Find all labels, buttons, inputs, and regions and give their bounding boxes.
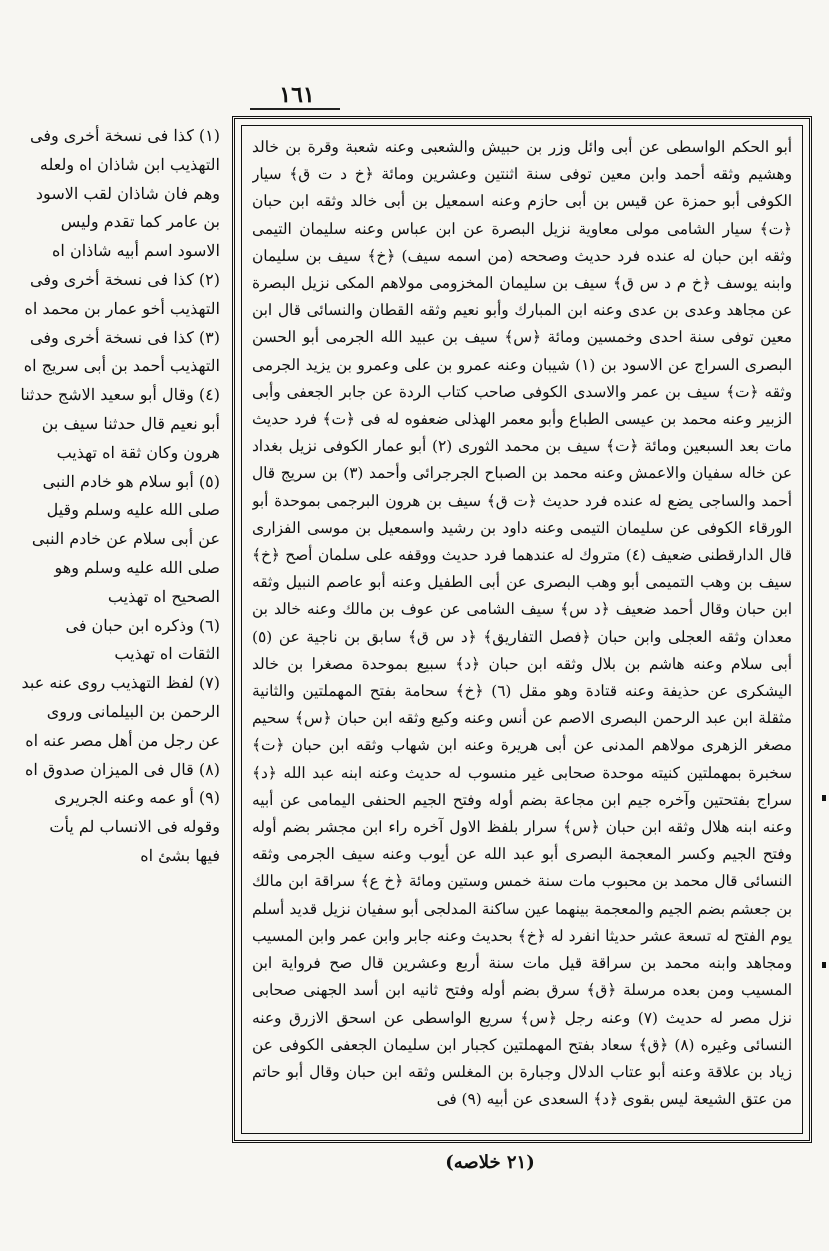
footnote-9: (٩) أو عمه وعنه الجريرى وقوله فى الانساب لم يأت فيها بشئ اه — [49, 788, 220, 865]
page-number: ١٦١ — [279, 82, 315, 108]
footnote-8: (٨) قال فى الميزان صدوق اه — [24, 759, 220, 779]
footnote-6: (٦) وذكره ابن حبان فى الثقات اه تهذيب — [65, 615, 220, 664]
page-number-rule — [250, 108, 340, 110]
footnotes-column — [20, 122, 220, 1122]
main-text — [252, 134, 792, 1125]
main-text-frame — [232, 116, 812, 1143]
footnote-3: (٣) كذا فى نسخة أخرى وفى التهذيب أحمد بن أبى سريج اه — [23, 327, 220, 376]
signature-mark: (٢١ خلاصه) — [445, 1152, 535, 1173]
footnote-7: (٧) لفظ التهذيب روى عنه عبد الرحمن بن البيلمانى وروى عن رجل من أهل مصر عنه اه — [21, 673, 220, 750]
edge-mark-bottom — [822, 962, 826, 968]
footnote-1: (١) كذا فى نسخة أخرى وفى التهذيب ابن شاذان اه ولعله وهم فان شاذان لقب الاسود بن عامر كما تقدم وليس الاسود اسم أبيه شاذان اه — [30, 126, 220, 261]
main-text-body: أبو الحكم الواسطى عن أبى وائل وزر بن حبيش والشعبى وعنه شعبة وقرة بن خالد وهشيم وثقه أحمد وابن معين توفى سنة اثنتين وعشرين ومائة ﴿خ د ت ق﴾ سيار الكوفى أبو حمزة عن قيس بن أبى حازم وعنه اسمعيل بن أبى خالد وثقه ابن حبان ﴿ت﴾ سيار الشامى مولى معاوية نزيل البصرة عن ابن عباس وعنه سليمان التيمى وثقه ابن حبان له عنده فرد حديث وصححه (من اسمه سيف) ﴿خ﴾ سيف بن سليمان وابنه يوسف ﴿خ م د س ق﴾ سيف بن سليمان المخزومى مولاهم المكى نزيل البصرة عن مجاهد وعدى بن عدى وعنه ابن المبارك وأبو نعيم وثقه القطان والنسائى قال ابن معين توفى سنة احدى وخمسين ومائة ﴿س﴾ سيف بن عبيد الله الجرمى أبو الحسن البصرى السراج عن الاسود بن (١) شيبان وعنه عمرو بن على وعمرو بن يزيد الجرمى وثقه ﴿ت﴾ سيف بن عمر والاسدى الكوفى صاحب كتاب الردة عن جابر الجعفى وأبى الزبير وعنه محمد بن عيسى الطباع وأبو معمر الهذلى ضعفوه له فى ﴿ت﴾ فرد حديث مات بعد السبعين ومائة ﴿ت﴾ سيف بن محمد الثورى (٢) أبو عمار الكوفى نزيل بغداد عن خاله سفيان والاعمش وعنه محمد بن الصباح الجرجرائى وأحمد (٣) بن سريج قال أحمد والساجى يضع له عنده فرد حديث ﴿ت ق﴾ سيف بن هرون البرجمى بموحدة أبو الورقاء الكوفى عن سليمان التيمى وعنه داود بن رشيد واسمعيل بن موسى الفزارى قال الدارقطنى ضعيف (٤) متروك له عندهما فرد حديث ووقفه على سلمان أصح ﴿خ﴾ سيف بن وهب التميمى أبو وهب البصرى عن أبى الطفيل وعنه أبو عاصم النبيل وثقه ابن حبان وقال أحمد ضعيف ﴿د س﴾ سيف الشامى عن عوف بن مالك وعنه خالد بن معدان وثقه العجلى وابن حبان ﴿فصل التفاريق﴾ ﴿د س ق﴾ سابق بن ناجية عن (٥) أبى سلام وعنه هاشم بن بلال وثقه ابن حبان ﴿د﴾ سبيع بموحدة مصغرا بن خالد اليشكرى عن حذيفة وعنه قتادة وهو مقل (٦) ﴿خ﴾ سحامة بفتح المهملتين والثانية مثقلة ابن عبد الرحمن البصرى الاصم عن أنس وعنه وكيع وثقه ابن حبان ﴿س﴾ سحيم مصغر الزهرى مولاهم المدنى عن أبى هريرة وعنه ابن شهاب وثقه ابن حبان ﴿ت﴾ سخبرة بمهملتين كنيته موحدة صحابى غير منسوب له حديث وعنه ابنه عبد الله ﴿د﴾ سراج بفتحتين وآخره جيم ابن مجاعة بضم أوله وفتح الجيم الحنفى اليمامى عن أبيه وعنه ابنه هلال وثقه ابن حبان ﴿س﴾ سرار بلفظ الاول آخره راء ابن مجشر بضم أوله وفتح الجيم وكسر المعجمة البصرى أبو عبد الله عن أيوب وعنه سيف الجرمى وثقه النسائى قال محمد بن محبوب مات سنة خمس وستين ومائة ﴿خ ع﴾ سراقة ابن مالك بن جعشم بضم الجيم والمعجمة بينهما عين ساكنة المدلجى أبو سفيان نزيل قديد أسلم يوم الفتح له تسعة عشر حديثا انفرد له ﴿خ﴾ بحديث وعنه جابر وابن عمر وابن المسيب ومجاهد وابنه محمد بن سراقة قيل مات سنة أربع وعشرين قال صح فرواية ابن المسيب ومن بعده مرسلة ﴿ق﴾ سرق بضم أوله وفتح ثانيه ابن أسد الجهنى صحابى نزل مصر له حديث (٧) وعنه رجل ﴿س﴾ سريع الواسطى عن اسحق الازرق وعنه النسائى وغيره (٨) ﴿ق﴾ سعاد بفتح المهملتين كجبار ابن سليمان الجعفى الكوفى عن زياد بن علاقة وعنه أبو عتاب الدلال وجبارة بن المغلس وثقه ابن حبان وقال أبو حاتم من عتق الشيعة ليس بقوى ﴿د﴾ السعدى عن أبيه (٩) فى — [252, 138, 792, 1109]
main-text-inner-border — [241, 125, 803, 1134]
footnote-2: (٢) كذا فى نسخة أخرى وفى التهذيب أخو عمار بن محمد اه — [24, 269, 220, 318]
footnote-4: (٤) وقال أبو سعيد الاشج حدثنا أبو نعيم قال حدثنا سيف بن هرون وكان ثقة اه تهذيب — [20, 385, 220, 462]
footnote-5: (٥) أبو سلام هو خادم النبى صلى الله عليه وسلم وقيل عن أبى سلام عن خادم النبى صلى الله عليه وسلم وهو الصحيح اه تهذيب — [31, 471, 220, 606]
edge-mark-top — [822, 795, 826, 801]
